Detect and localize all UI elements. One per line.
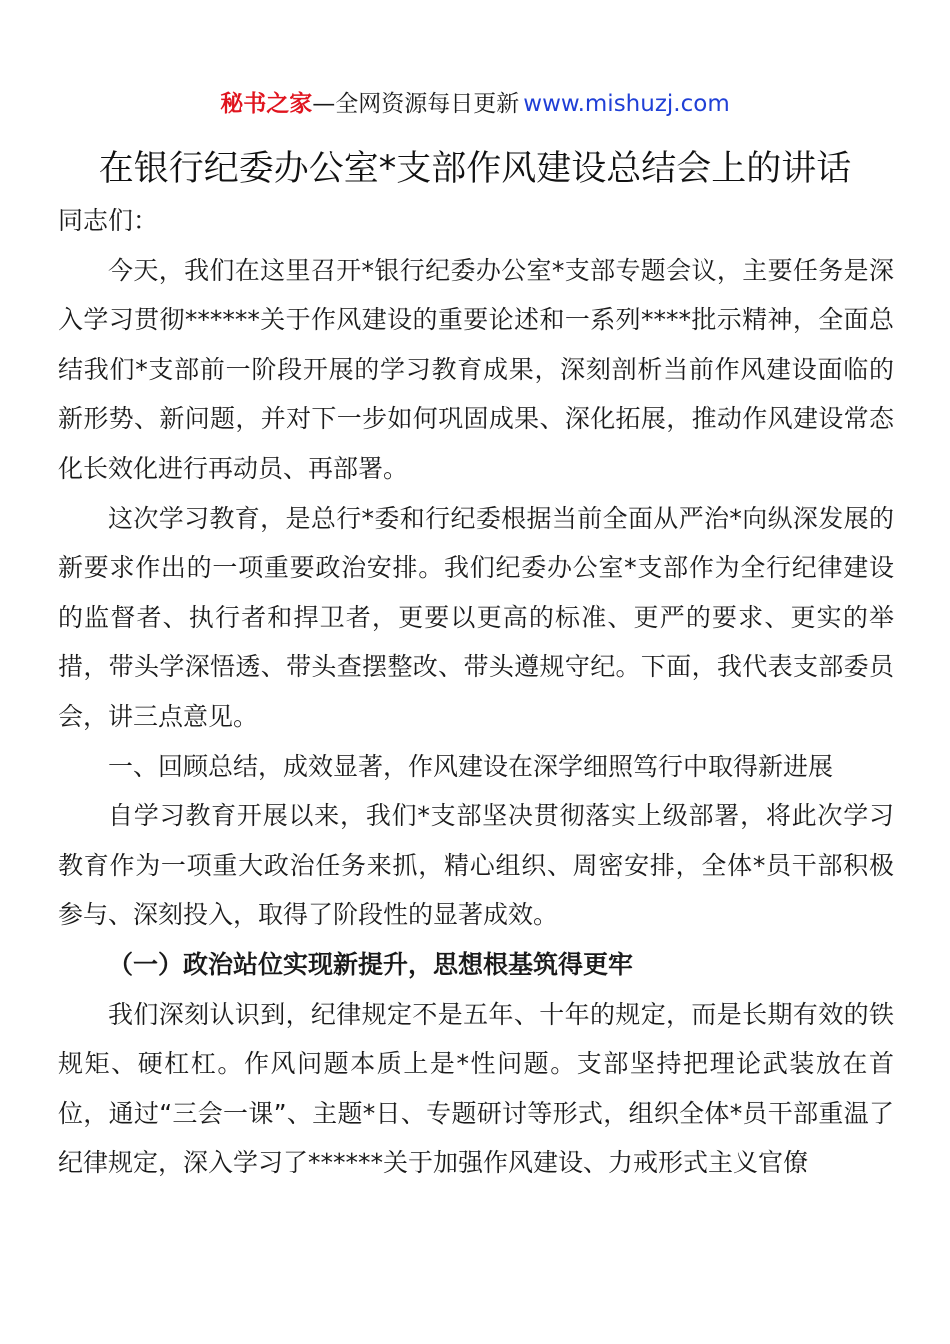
document-title: 在银行纪委办公室*支部作风建设总结会上的讲话 — [98, 149, 852, 189]
brand-url-link[interactable]: www.mishuzj.com — [523, 91, 730, 117]
salutation: 同志们： — [58, 206, 159, 235]
site-header — [0, 86, 950, 122]
brand-tagline: —全网资源每日更新 — [312, 91, 520, 117]
document-body — [58, 196, 894, 1188]
section-heading: 一、回顾总结，成效显著，作风建设在深学细照笃行中取得新进展 — [108, 751, 834, 781]
section-paragraph: 自学习教育开展以来，我们*支部坚决贯彻落实上级部署，将此次学习教育作为一项重大政治任务来抓，精心组织、周密安排，全体*员干部积极参与、深刻投入，取得了阶段性的显著成效。 — [58, 801, 894, 930]
paragraph-background: 这次学习教育，是总行*委和行纪委根据当前全面从严治*向纵深发展的新要求作出的一项重要政治安排。我们纪委办公室*支部作为全行纪律建设的监督者、执行者和捍卫者，更要以更高的标准、更严的要求、更实的举措，带头学深悟透、带头查摆整改、带头遵规守纪。下面，我代表支部委员会，讲三点意见。 — [58, 503, 894, 731]
subsection-heading: （一）政治站位实现新提升，思想根基筑得更牢 — [108, 949, 634, 979]
brand-name: 秘书之家 — [220, 91, 313, 117]
paragraph-intro: 今天，我们在这里召开*银行纪委办公室*支部专题会议，主要任务是深入学习贯彻******关于作风建设的重要论述和一系列****批示精神，全面总结我们*支部前一阶段开展的学习教育成果，深刻剖析当前作风建设面临的新形势、新问题，并对下一步如何巩固成果、深化拓展，推动作风建设常态化长效化进行再动员、再部署。 — [58, 255, 894, 483]
subsection-paragraph: 我们深刻认识到，纪律规定不是五年、十年的规定，而是长期有效的铁规矩、硬杠杠。作风问题本质上是*性问题。支部坚持把理论武装放在首位，通过“三会一课”、主题*日、专题研讨等形式，组织全体*员干部重温了纪律规定，深入学习了******关于加强作风建设、力戒形式主义官僚 — [58, 999, 894, 1178]
